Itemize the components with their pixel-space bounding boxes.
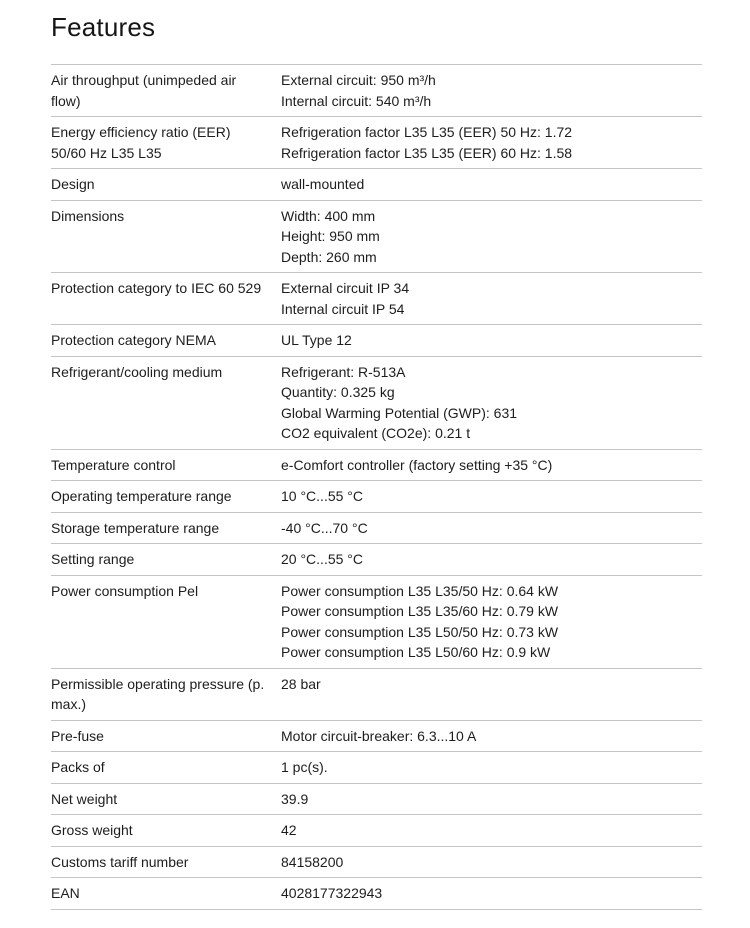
spec-values xyxy=(281,122,702,163)
spec-values xyxy=(281,278,702,319)
spec-value-line: 10 °C...55 °C xyxy=(281,488,364,504)
spec-row xyxy=(51,751,702,783)
spec-label: Permissible operating pressure (p. max.) xyxy=(51,675,265,712)
spec-value-line: -40 °C...70 °C xyxy=(281,519,368,536)
spec-label: Temperature control xyxy=(51,456,176,473)
spec-value-line: 39.9 xyxy=(281,790,309,807)
spec-value-line: Refrigeration factor L35 L35 (EER) 60 Hz: 1.58 xyxy=(281,144,573,161)
spec-value-line: Power consumption L35 L35/50 Hz: 0.64 kW xyxy=(281,582,559,599)
spec-label: Energy efficiency ratio (EER) 50/60 Hz L35 L35 xyxy=(51,124,231,161)
spec-label: Net weight xyxy=(51,790,118,807)
spec-values xyxy=(281,174,702,195)
spec-row xyxy=(51,877,702,909)
spec-value-line: Quantity: 0.325 kg xyxy=(281,384,395,400)
spec-row xyxy=(51,480,702,512)
spec-value-line: e-Comfort controller (factory setting +35 °C) xyxy=(281,456,553,473)
spec-values xyxy=(281,852,702,873)
spec-value-line: 1 pc(s). xyxy=(281,759,328,775)
spec-row xyxy=(51,846,702,878)
spec-values xyxy=(281,820,702,841)
spec-row xyxy=(51,272,702,324)
spec-label: Refrigerant/cooling medium xyxy=(51,363,223,380)
spec-value-line: Refrigeration factor L35 L35 (EER) 50 Hz: 1.72 xyxy=(281,124,573,140)
spec-label: Power consumption Pel xyxy=(51,582,199,599)
spec-value-line: External circuit IP 34 xyxy=(281,280,410,296)
features-table xyxy=(51,64,702,910)
spec-label: Storage temperature range xyxy=(51,519,220,536)
spec-value-line: Internal circuit: 540 m³/h xyxy=(281,92,432,109)
spec-values xyxy=(281,726,702,747)
spec-row xyxy=(51,116,702,168)
spec-row xyxy=(51,449,702,481)
spec-value-line: Global Warming Potential (GWP): 631 xyxy=(281,404,518,421)
spec-values xyxy=(281,789,702,810)
spec-value-line: Power consumption L35 L50/60 Hz: 0.9 kW xyxy=(281,644,551,660)
spec-label: Design xyxy=(51,176,95,192)
spec-value-line: Power consumption L35 L50/50 Hz: 0.73 kW xyxy=(281,623,559,640)
spec-label: Air throughput (unimpeded air flow) xyxy=(51,72,237,109)
spec-value-line: CO2 equivalent (CO2e): 0.21 t xyxy=(281,425,471,441)
spec-values xyxy=(281,549,702,570)
spec-row xyxy=(51,200,702,273)
spec-label: Protection category to IEC 60 529 xyxy=(51,280,262,296)
spec-value-line: 20 °C...55 °C xyxy=(281,551,364,567)
spec-label: EAN xyxy=(51,885,80,901)
spec-label: Gross weight xyxy=(51,822,133,838)
spec-values xyxy=(281,455,702,476)
spec-row xyxy=(51,64,702,116)
spec-values xyxy=(281,330,702,351)
spec-label: Dimensions xyxy=(51,207,125,224)
spec-value-line: Refrigerant: R-513A xyxy=(281,363,406,380)
spec-row xyxy=(51,543,702,575)
spec-label: Pre-fuse xyxy=(51,727,104,744)
spec-value-line: Motor circuit-breaker: 6.3...10 A xyxy=(281,727,477,744)
spec-values xyxy=(281,70,702,111)
spec-label: Packs of xyxy=(51,759,105,775)
spec-label: Protection category NEMA xyxy=(51,332,216,348)
spec-label: Setting range xyxy=(51,551,135,567)
spec-row xyxy=(51,168,702,200)
spec-value-line: UL Type 12 xyxy=(281,332,352,348)
spec-value-line: Width: 400 mm xyxy=(281,207,376,224)
spec-row xyxy=(51,814,702,846)
features-section xyxy=(0,12,750,910)
spec-value-line: 4028177322943 xyxy=(281,885,383,901)
spec-values xyxy=(281,486,702,507)
spec-value-line: External circuit: 950 m³/h xyxy=(281,72,436,88)
spec-values xyxy=(281,206,702,268)
spec-value-line: 28 bar xyxy=(281,675,321,692)
spec-row xyxy=(51,668,702,720)
spec-label: Operating temperature range xyxy=(51,488,232,504)
spec-values xyxy=(281,674,702,715)
spec-values xyxy=(281,362,702,444)
spec-row xyxy=(51,575,702,668)
spec-row xyxy=(51,512,702,544)
spec-value-line: Internal circuit IP 54 xyxy=(281,300,405,317)
spec-value-line: wall-mounted xyxy=(281,176,365,192)
spec-row xyxy=(51,324,702,356)
spec-row xyxy=(51,783,702,815)
spec-values xyxy=(281,757,702,778)
page xyxy=(0,12,750,928)
spec-values xyxy=(281,518,702,539)
spec-row xyxy=(51,356,702,449)
spec-value-line: Height: 950 mm xyxy=(281,228,380,244)
spec-value-line: Depth: 260 mm xyxy=(281,248,377,265)
spec-values xyxy=(281,581,702,663)
page-title: Features xyxy=(51,12,156,42)
spec-value-line: 84158200 xyxy=(281,853,344,870)
spec-values xyxy=(281,883,702,904)
spec-value-line: 42 xyxy=(281,822,297,838)
spec-row xyxy=(51,720,702,752)
spec-value-line: Power consumption L35 L35/60 Hz: 0.79 kW xyxy=(281,603,559,619)
spec-label: Customs tariff number xyxy=(51,853,189,870)
